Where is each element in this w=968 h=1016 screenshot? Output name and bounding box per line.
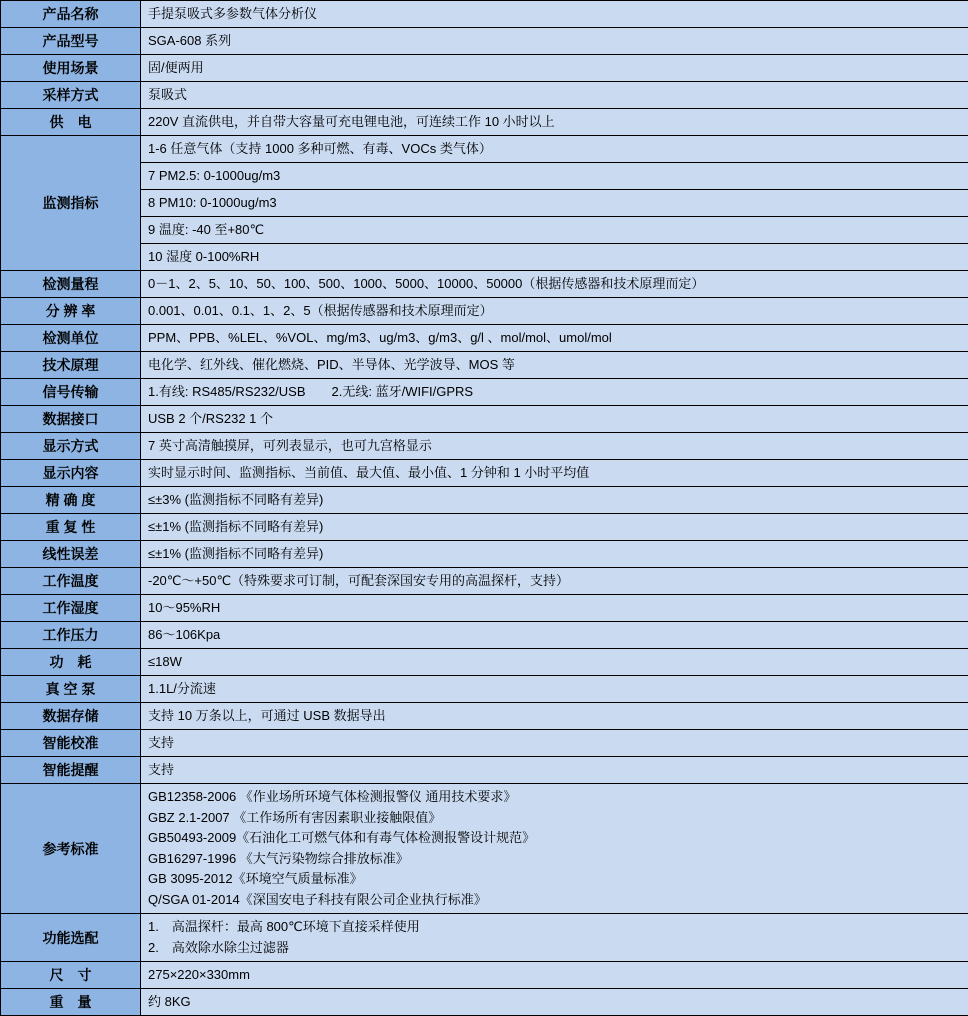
spec-value-line: 10 湿度 0-100%RH xyxy=(148,244,962,270)
spec-label-work-pressure: 工作压力 xyxy=(1,622,141,649)
spec-label-reference-standard: 参考标准 xyxy=(1,784,141,914)
spec-value-product-model xyxy=(141,28,968,55)
spec-value-line: PPM、PPB、%LEL、%VOL、mg/m3、ug/m3、g/m3、g/l 、mol/mol、umol/mol xyxy=(148,325,962,351)
spec-value-line: ≤±1% (监测指标不同略有差异) xyxy=(148,541,962,567)
spec-row-weight xyxy=(1,989,968,1016)
spec-row-dimensions xyxy=(1,962,968,989)
spec-row-monitor-indicators-4 xyxy=(1,244,968,271)
spec-label-power-supply: 供 电 xyxy=(1,109,141,136)
spec-value-reference-standard xyxy=(141,784,968,914)
spec-value-smart-reminder xyxy=(141,757,968,784)
spec-value-line: 9 温度: -40 至+80℃ xyxy=(148,217,962,243)
spec-label-resolution: 分 辨 率 xyxy=(1,298,141,325)
spec-row-linearity-error xyxy=(1,541,968,568)
spec-value-display-content xyxy=(141,460,968,487)
spec-value-monitor-indicators-4 xyxy=(141,244,968,271)
spec-label-usage-scene: 使用场景 xyxy=(1,55,141,82)
spec-value-line: 0－1、2、5、10、50、100、500、1000、5000、10000、50000（根据传感器和技术原理而定） xyxy=(148,271,962,297)
spec-row-data-storage xyxy=(1,703,968,730)
spec-label-dimensions: 尺 寸 xyxy=(1,962,141,989)
spec-value-line: 8 PM10: 0-1000ug/m3 xyxy=(148,190,962,216)
spec-value-monitor-indicators-1 xyxy=(141,163,968,190)
spec-label-detection-range: 检测量程 xyxy=(1,271,141,298)
spec-value-line: ≤±3% (监测指标不同略有差异) xyxy=(148,487,962,513)
spec-row-work-temperature xyxy=(1,568,968,595)
spec-value-line: 7 英寸高清触摸屏，可列表显示，也可九宫格显示 xyxy=(148,433,962,459)
spec-row-smart-reminder xyxy=(1,757,968,784)
spec-label-display-content: 显示内容 xyxy=(1,460,141,487)
spec-value-vacuum-pump xyxy=(141,676,968,703)
spec-label-linearity-error: 线性误差 xyxy=(1,541,141,568)
spec-value-detection-range xyxy=(141,271,968,298)
spec-label-signal-transfer: 信号传输 xyxy=(1,379,141,406)
spec-value-power-consumption xyxy=(141,649,968,676)
spec-value-optional-features xyxy=(141,914,968,962)
spec-value-line: 手提泵吸式多参数气体分析仪 xyxy=(148,1,962,27)
spec-row-power-supply xyxy=(1,109,968,136)
spec-row-repeatability xyxy=(1,514,968,541)
spec-value-line: 支持 xyxy=(148,730,962,756)
spec-value-line: 1.1L/分流速 xyxy=(148,676,962,702)
spec-row-tech-principle xyxy=(1,352,968,379)
spec-label-repeatability: 重 复 性 xyxy=(1,514,141,541)
spec-value-usage-scene xyxy=(141,55,968,82)
spec-value-dimensions xyxy=(141,962,968,989)
spec-value-work-humidity xyxy=(141,595,968,622)
spec-value-line: 支持 xyxy=(148,757,962,783)
spec-row-resolution xyxy=(1,298,968,325)
spec-value-repeatability xyxy=(141,514,968,541)
spec-label-monitor-indicators: 监测指标 xyxy=(1,136,141,271)
spec-row-monitor-indicators-2 xyxy=(1,190,968,217)
spec-label-smart-calibration: 智能校准 xyxy=(1,730,141,757)
spec-value-line: GB16297-1996 《大气污染物综合排放标准》 xyxy=(148,849,962,870)
spec-value-line: USB 2 个/RS232 1 个 xyxy=(148,406,962,432)
spec-value-detection-unit xyxy=(141,325,968,352)
spec-row-power-consumption xyxy=(1,649,968,676)
spec-label-data-storage: 数据存储 xyxy=(1,703,141,730)
spec-value-monitor-indicators-2 xyxy=(141,190,968,217)
spec-label-work-humidity: 工作湿度 xyxy=(1,595,141,622)
spec-value-line: 86～106Kpa xyxy=(148,622,962,648)
spec-value-product-name xyxy=(141,1,968,28)
spec-label-tech-principle: 技术原理 xyxy=(1,352,141,379)
spec-row-data-interface xyxy=(1,406,968,433)
spec-row-accuracy xyxy=(1,487,968,514)
spec-row-reference-standard xyxy=(1,784,968,914)
spec-value-line: -20℃～+50℃（特殊要求可订制，可配套深国安专用的高温探杆，支持） xyxy=(148,568,962,594)
spec-row-monitor-indicators-1 xyxy=(1,163,968,190)
spec-row-monitor-indicators-3 xyxy=(1,217,968,244)
spec-table-body xyxy=(1,1,968,1016)
spec-label-work-temperature: 工作温度 xyxy=(1,568,141,595)
spec-row-work-pressure xyxy=(1,622,968,649)
spec-value-line: 固/便两用 xyxy=(148,55,962,81)
spec-label-smart-reminder: 智能提醒 xyxy=(1,757,141,784)
spec-label-product-name: 产品名称 xyxy=(1,1,141,28)
spec-value-line: 7 PM2.5: 0-1000ug/m3 xyxy=(148,163,962,189)
spec-value-tech-principle xyxy=(141,352,968,379)
spec-value-weight xyxy=(141,989,968,1016)
spec-row-signal-transfer xyxy=(1,379,968,406)
spec-value-monitor-indicators-0 xyxy=(141,136,968,163)
spec-value-linearity-error xyxy=(141,541,968,568)
spec-row-product-model xyxy=(1,28,968,55)
spec-value-smart-calibration xyxy=(141,730,968,757)
spec-value-line: ≤±1% (监测指标不同略有差异) xyxy=(148,514,962,540)
spec-row-detection-range xyxy=(1,271,968,298)
spec-value-line: GB50493-2009《石油化工可燃气体和有毒气体检测报警设计规范》 xyxy=(148,828,962,849)
spec-value-display-mode xyxy=(141,433,968,460)
spec-value-line: GB12358-2006 《作业场所环境气体检测报警仪 通用技术要求》 xyxy=(148,787,962,808)
spec-row-display-mode xyxy=(1,433,968,460)
spec-value-monitor-indicators-3 xyxy=(141,217,968,244)
spec-row-sampling-method xyxy=(1,82,968,109)
spec-value-work-temperature xyxy=(141,568,968,595)
spec-label-weight: 重 量 xyxy=(1,989,141,1016)
spec-row-detection-unit xyxy=(1,325,968,352)
spec-value-accuracy xyxy=(141,487,968,514)
spec-value-line: ≤18W xyxy=(148,649,962,675)
spec-value-power-supply xyxy=(141,109,968,136)
spec-value-line: 实时显示时间、监测指标、当前值、最大值、最小值、1 分钟和 1 小时平均值 xyxy=(148,460,962,486)
spec-value-sampling-method xyxy=(141,82,968,109)
spec-value-line: GB 3095-2012《环境空气质量标准》 xyxy=(148,869,962,890)
spec-value-line: 1. 高温探杆：最高 800℃环境下直接采样使用 xyxy=(148,917,962,938)
spec-value-line: GBZ 2.1-2007 《工作场所有害因素职业接触限值》 xyxy=(148,808,962,829)
spec-value-line: SGA-608 系列 xyxy=(148,28,962,54)
spec-label-accuracy: 精 确 度 xyxy=(1,487,141,514)
spec-value-line: Q/SGA 01-2014《深国安电子科技有限公司企业执行标准》 xyxy=(148,890,962,911)
spec-value-line: 1-6 任意气体（支持 1000 多种可燃、有毒、VOCs 类气体） xyxy=(148,136,962,162)
spec-row-optional-features xyxy=(1,914,968,962)
spec-row-work-humidity xyxy=(1,595,968,622)
spec-label-power-consumption: 功 耗 xyxy=(1,649,141,676)
spec-label-data-interface: 数据接口 xyxy=(1,406,141,433)
spec-value-line: 约 8KG xyxy=(148,989,962,1015)
spec-label-detection-unit: 检测单位 xyxy=(1,325,141,352)
spec-value-line: 电化学、红外线、催化燃烧、PID、半导体、光学波导、MOS 等 xyxy=(148,352,962,378)
spec-value-line: 泵吸式 xyxy=(148,82,962,108)
spec-row-display-content xyxy=(1,460,968,487)
spec-label-optional-features: 功能选配 xyxy=(1,914,141,962)
spec-value-line: 支持 10 万条以上，可通过 USB 数据导出 xyxy=(148,703,962,729)
spec-value-data-storage xyxy=(141,703,968,730)
spec-value-work-pressure xyxy=(141,622,968,649)
spec-value-line: 1.有线: RS485/RS232/USB 2.无线: 蓝牙/WIFI/GPRS xyxy=(148,379,962,405)
spec-label-vacuum-pump: 真 空 泵 xyxy=(1,676,141,703)
spec-value-line: 0.001、0.01、0.1、1、2、5（根据传感器和技术原理而定） xyxy=(148,298,962,324)
spec-value-data-interface xyxy=(141,406,968,433)
spec-value-line: 275×220×330mm xyxy=(148,962,962,988)
spec-row-usage-scene xyxy=(1,55,968,82)
spec-label-display-mode: 显示方式 xyxy=(1,433,141,460)
spec-value-resolution xyxy=(141,298,968,325)
spec-label-product-model: 产品型号 xyxy=(1,28,141,55)
spec-row-vacuum-pump xyxy=(1,676,968,703)
spec-value-line: 220V 直流供电，并自带大容量可充电锂电池，可连续工作 10 小时以上 xyxy=(148,109,962,135)
spec-value-line: 10～95%RH xyxy=(148,595,962,621)
spec-value-signal-transfer xyxy=(141,379,968,406)
spec-value-line: 2. 高效除水除尘过滤器 xyxy=(148,938,962,959)
spec-row-smart-calibration xyxy=(1,730,968,757)
spec-row-monitor-indicators-0 xyxy=(1,136,968,163)
spec-row-product-name xyxy=(1,1,968,28)
spec-label-sampling-method: 采样方式 xyxy=(1,82,141,109)
